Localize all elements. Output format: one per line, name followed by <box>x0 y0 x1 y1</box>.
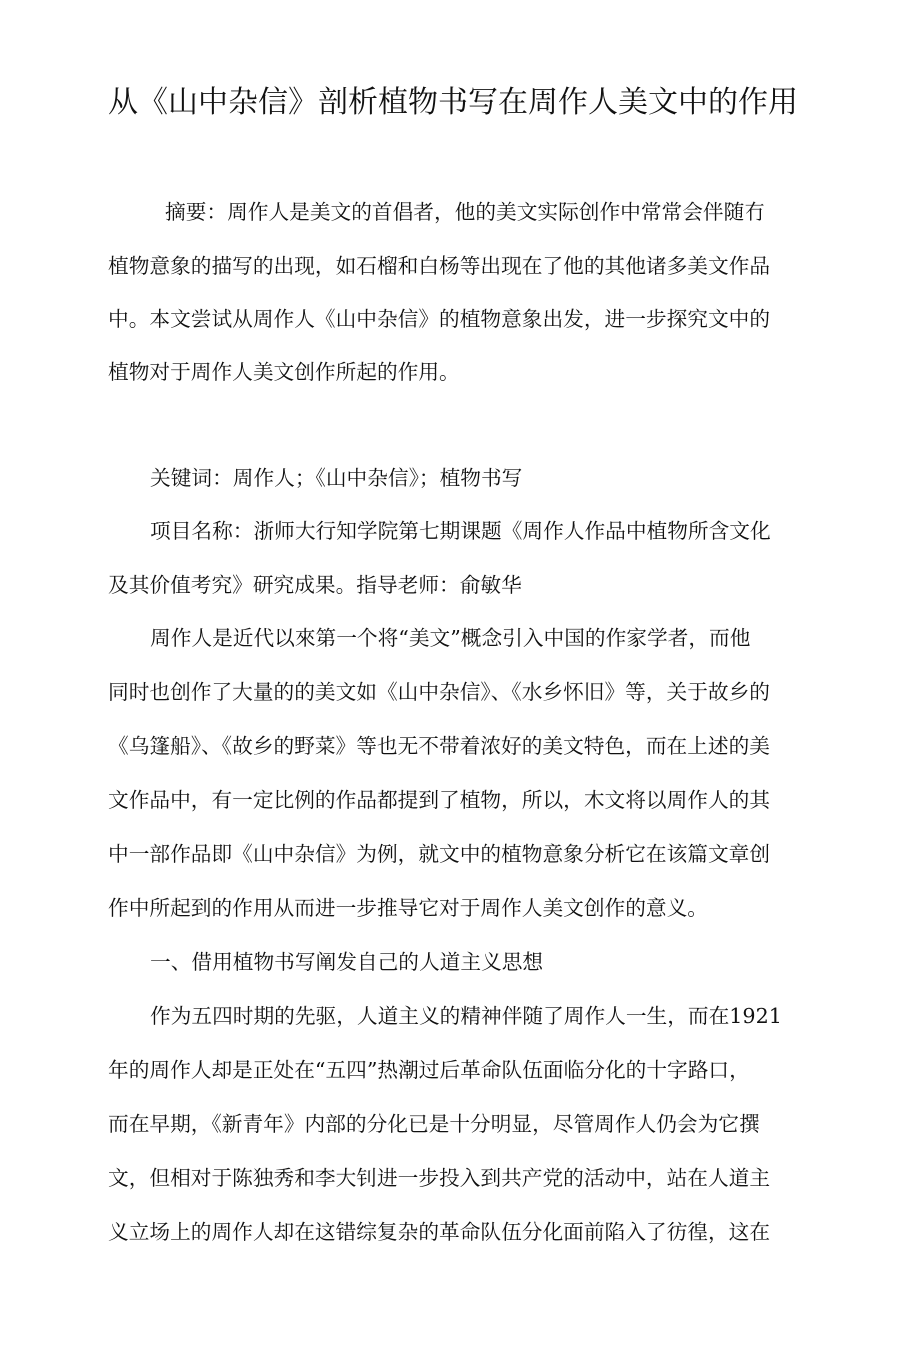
keywords: 关键词：周作人；《山中杂信》；植物书写 <box>150 466 523 490</box>
project-line: 项目名称：浙师大行知学院第七期课题《周作人作品中植物所含文化 <box>150 519 771 543</box>
intro-line: 中一部作品即《山中杂信》为例，就文中的植物意象分析它在该篇文章创 <box>108 842 771 866</box>
section1-line: 文，但相对于陈独秀和李大钊进一步投入到共产党的活动中，站在人道主 <box>108 1166 771 1190</box>
section1-line: 年的周作人却是正处在“五四”热潮过后革命队伍面临分化的十字路口， <box>108 1058 750 1082</box>
intro-line: 文作品中，有一定比例的作品都提到了植物，所以，木文将以周作人的其 <box>108 788 771 812</box>
intro-line: 周作人是近代以來第一个将“美文”概念引入中国的作家学者，而他 <box>150 626 751 650</box>
intro-line: 同时也创作了大量的的美文如《山中杂信》、《水乡怀旧》等，关于故乡的 <box>108 680 770 704</box>
intro-line: 作中所起到的作用从而进一步推导它对于周作人美文创作的意义。 <box>108 896 708 920</box>
project-line: 及其价值考究》研究成果。指导老师：俞敏华 <box>108 573 522 597</box>
abstract-line: 植物意象的描写的出现，如石榴和白杨等出现在了他的其他诸多美文作品 <box>108 254 771 278</box>
section1-line: 作为五四时期的先驱，人道主义的精神伴随了周作人一生，而在1921 <box>150 1004 782 1028</box>
intro-line: 《乌篷船》、《故乡的野菜》等也无不带着浓好的美文特色，而在上述的美 <box>108 734 770 758</box>
section1-line: 义立场上的周作人却在这错综复杂的革命队伍分化面前陷入了彷徨，这在 <box>108 1220 771 1244</box>
section1-line: 而在早期，《新青年》内部的分化已是十分明显，尽管周作人仍会为它撰 <box>108 1112 760 1136</box>
abstract-line: 摘要：周作人是美文的首倡者，他的美文实际创作中常常会伴随冇 <box>165 200 765 224</box>
document-title: 从《山中杂信》剖析植物书写在周作人美文中的作用 <box>108 85 798 120</box>
abstract-line: 中。本文尝试从周作人《山中杂信》的植物意象出发，进一步探究文中的 <box>108 307 771 331</box>
section-heading: 一、借用植物书写阐发自己的人道主义思想 <box>150 950 544 974</box>
abstract-line: 植物对于周作人美文创作所起的作用。 <box>108 360 460 384</box>
